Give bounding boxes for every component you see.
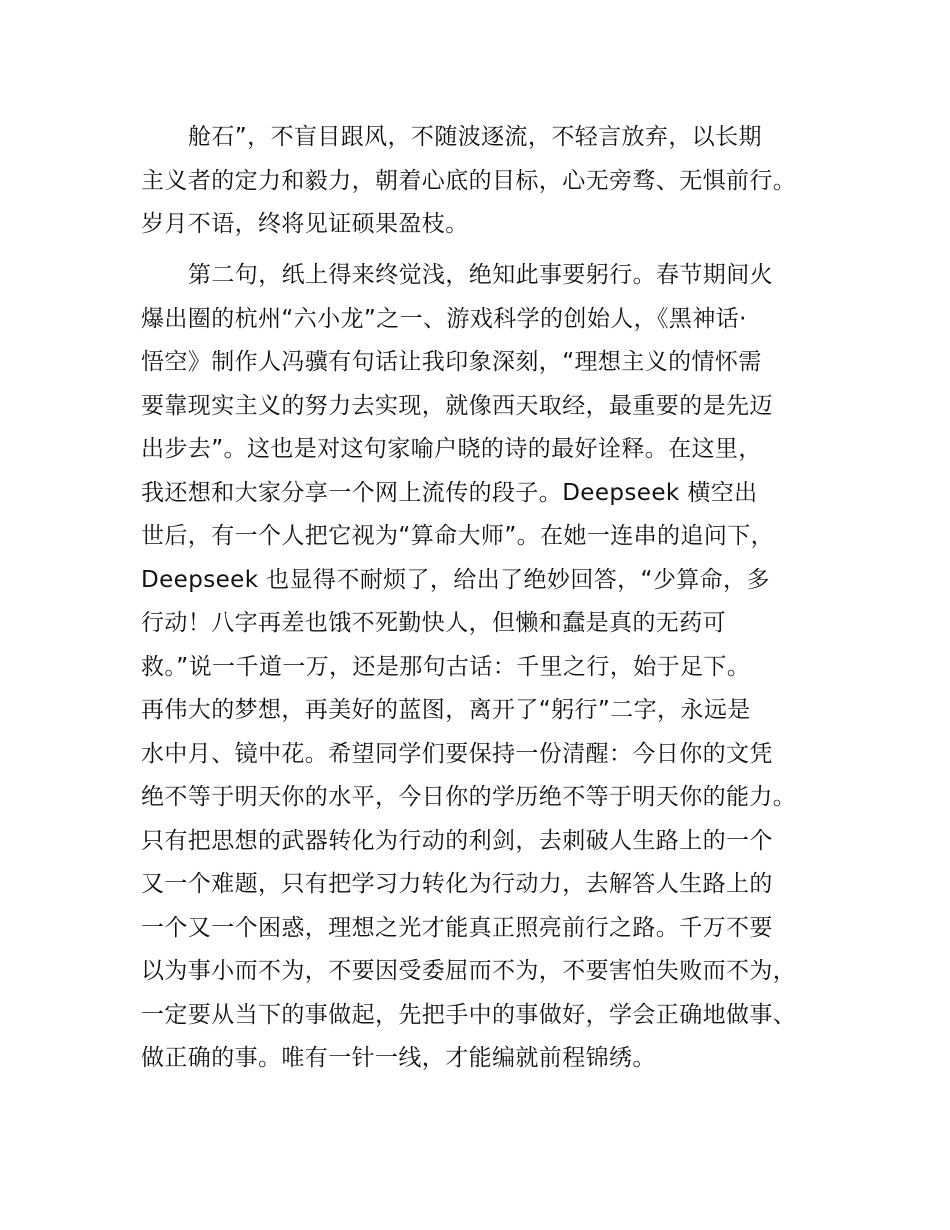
text-line: 行动！八字再差也饿不死勤快人，但懒和蠢是真的无药可 bbox=[141, 610, 726, 636]
text-line: 水中月、镜中花。希望同学们要保持一份清醒：今日你的文凭 bbox=[141, 740, 773, 767]
text-line: Deepseek 也显得不耐烦了，给出了绝妙回答，“少算命，多 bbox=[141, 566, 770, 593]
text-line: 只有把思想的武器转化为行动的利剑，去刺破人生路上的一个 bbox=[141, 827, 773, 854]
text-line: 岁月不语，终将见证硕果盈枝。 bbox=[141, 211, 469, 237]
text-line: 又一个难题，只有把学习力转化为行动力，去解答人生路上的 bbox=[141, 871, 773, 897]
text-line: 救。”说一千道一万，还是那句古话：千里之行，始于足下。 bbox=[141, 653, 751, 680]
text-line: 要靠现实主义的努力去实现，就像西天取经，最重要的是先迈 bbox=[141, 392, 773, 419]
text-line: 舱石”，不盲目跟风，不随波逐流，不轻言放弃，以长期 bbox=[188, 124, 762, 150]
text-line: 第二句，纸上得来终觉浅，绝知此事要躬行。春节期间火 bbox=[188, 262, 773, 288]
text-line: 出步去”。这也是对这句家喻户晓的诗的最好诠释。在这里， bbox=[141, 436, 762, 462]
paragraph-2 bbox=[141, 254, 841, 1081]
text-line: 一个又一个困惑，理想之光才能真正照亮前行之路。千万不要 bbox=[141, 914, 773, 941]
text-line: 爆出圈的杭州“六小龙”之一、游戏科学的创始人，《黑神话· bbox=[141, 305, 747, 332]
text-line: 主义者的定力和毅力，朝着心底的目标，心无旁骛、无惧前行。 bbox=[141, 167, 797, 194]
text-line: 一定要从当下的事做起，先把手中的事做好，学会正确地做事、 bbox=[141, 1001, 797, 1028]
paragraph-1 bbox=[141, 116, 841, 247]
text-line: 绝不等于明天你的水平，今日你的学历绝不等于明天你的能力。 bbox=[141, 784, 797, 810]
text-line: 再伟大的梦想，再美好的蓝图，离开了“躬行”二字，永远是 bbox=[141, 697, 751, 723]
text-line: 悟空》制作人冯骥有句话让我印象深刻，“理想主义的情怀需 bbox=[141, 349, 762, 375]
text-line: 以为事小而不为，不要因受委屈而不为，不要害怕失败而不为， bbox=[141, 958, 797, 984]
text-line: 我还想和大家分享一个网上流传的段子。Deepseek 横空出 bbox=[141, 479, 758, 506]
text-line: 世后，有一个人把它视为“算命大师”。在她一连串的追问下， bbox=[141, 523, 775, 549]
text-line: 做正确的事。唯有一针一线，才能编就前程锦绣。 bbox=[141, 1045, 656, 1071]
